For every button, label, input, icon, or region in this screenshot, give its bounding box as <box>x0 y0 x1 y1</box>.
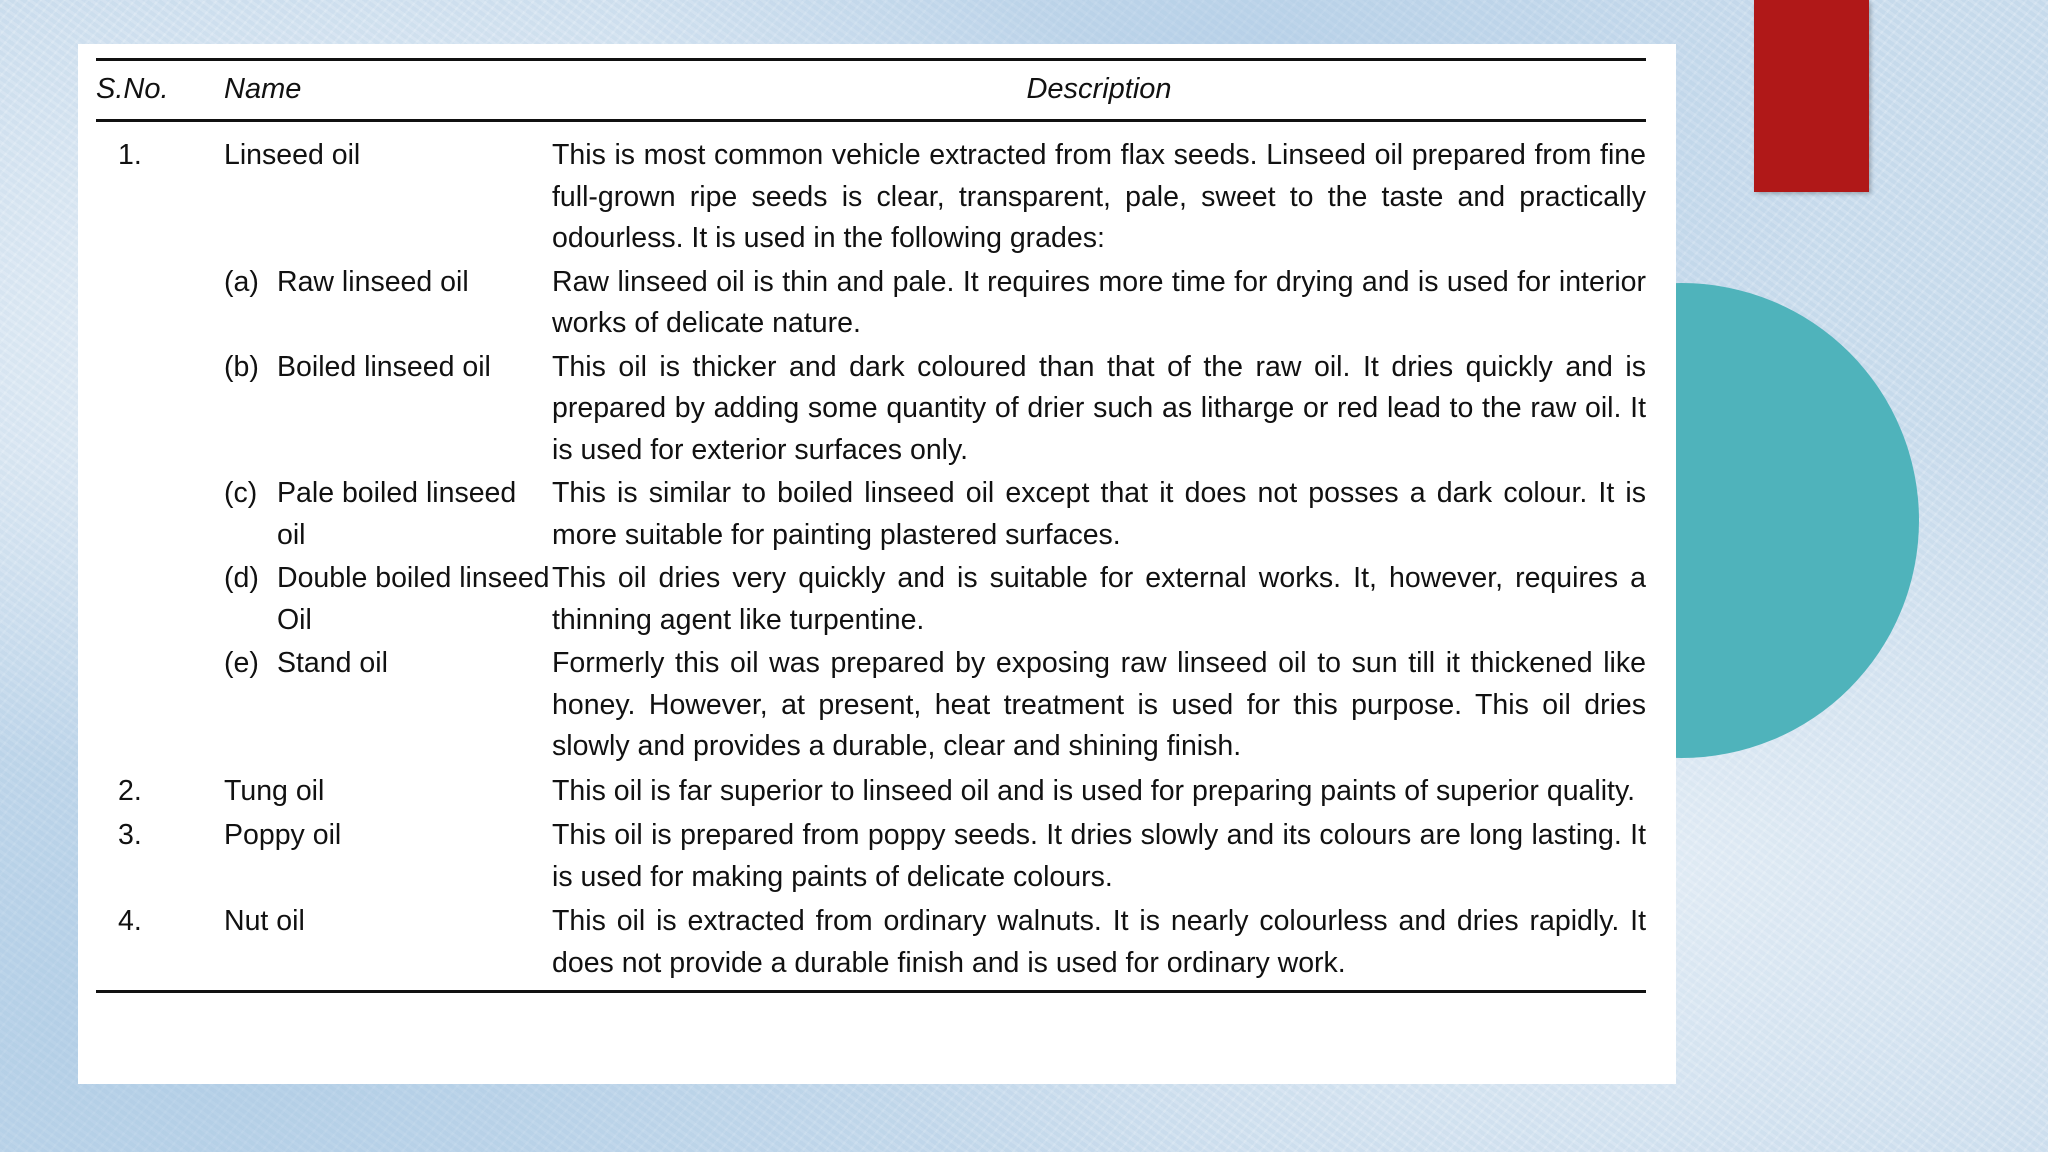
row-name: Tung oil <box>224 774 325 807</box>
table-row <box>96 901 1646 984</box>
row-name <box>224 473 552 556</box>
table-row <box>96 643 1646 768</box>
table-row <box>96 473 1646 556</box>
row-sno: 2. <box>118 774 142 807</box>
row-sub-label: (b) <box>224 350 259 383</box>
row-sub-label: (e) <box>224 647 259 679</box>
row-sub-label: (d) <box>224 562 259 594</box>
row-sno <box>96 643 224 768</box>
table-row <box>96 262 1646 345</box>
row-name <box>224 347 552 472</box>
row-name <box>224 262 552 345</box>
row-description: This oil is thicker and dark coloured than that of the raw oil. It dries quickly and is prepared by adding some quantity of drier such as litharge or red lead to the raw oil. It is used for exterior surfaces only. <box>552 350 1646 466</box>
row-name: Nut oil <box>224 905 305 937</box>
row-sno: 3. <box>118 819 142 851</box>
row-sub-label: (c) <box>224 477 258 509</box>
row-name <box>224 558 552 641</box>
row-sub-name: Raw linseed oil <box>277 265 469 298</box>
oils-table <box>96 58 1646 993</box>
row-sno <box>96 558 224 641</box>
table-row <box>96 558 1646 641</box>
table-row <box>96 347 1646 472</box>
row-name: Linseed oil <box>224 139 361 171</box>
row-description: This oil dries very quickly and is suitable for external works. It, however, requires a thinning agent like turpentine. <box>552 562 1646 636</box>
red-accent-bar <box>1754 0 1869 192</box>
row-sno <box>96 347 224 472</box>
row-description: Raw linseed oil is thin and pale. It requires more time for drying and is used for interior works of delicate nature. <box>552 265 1646 339</box>
row-sno: 1. <box>118 139 142 171</box>
row-name <box>224 643 552 768</box>
oils-table-panel <box>78 44 1676 1084</box>
row-sub-name: Boiled linseed oil <box>277 350 491 383</box>
row-sub-name: Double boiled linseed Oil <box>277 562 550 636</box>
row-description: This oil is prepared from poppy seeds. It dries slowly and its colours are long lasting. It is used for making paints of delicate colours. <box>552 819 1646 893</box>
row-sub-label: (a) <box>224 265 259 298</box>
row-description: This oil is far superior to linseed oil and is used for preparing paints of superior quality. <box>552 774 1636 807</box>
header-name: Name <box>224 73 302 106</box>
row-sub-name: Pale boiled linseed oil <box>277 477 517 551</box>
header-description: Description <box>1026 73 1172 106</box>
row-sno: 4. <box>118 905 142 937</box>
row-description: This is most common vehicle extracted from flax seeds. Linseed oil prepared from fine full-grown ripe seeds is clear, transparent, pale, sweet to the taste and practically odourless. It is used in the following grades: <box>552 139 1646 254</box>
header-sno: S.No. <box>96 73 169 106</box>
row-description: This oil is extracted from ordinary walnuts. It is nearly colourless and dries rapidly. It does not provide a durable finish and is used for ordinary work. <box>552 905 1646 979</box>
row-sno <box>96 473 224 556</box>
table-row <box>96 771 1646 813</box>
row-description: This is similar to boiled linseed oil except that it does not posses a dark colour. It is more suitable for painting plastered surfaces. <box>552 477 1646 551</box>
table-bottom-rule <box>96 990 1646 993</box>
row-description: Formerly this oil was prepared by exposing raw linseed oil to sun till it thickened like honey. However, at present, heat treatment is used for this purpose. This oil dries slowly and provides a durable, clear and shining finish. <box>552 647 1646 762</box>
table-row <box>96 815 1646 898</box>
row-sno <box>96 262 224 345</box>
table-header-row <box>96 61 1646 119</box>
row-sub-name: Stand oil <box>277 647 388 679</box>
row-name: Poppy oil <box>224 819 342 851</box>
table-row <box>96 122 1646 260</box>
